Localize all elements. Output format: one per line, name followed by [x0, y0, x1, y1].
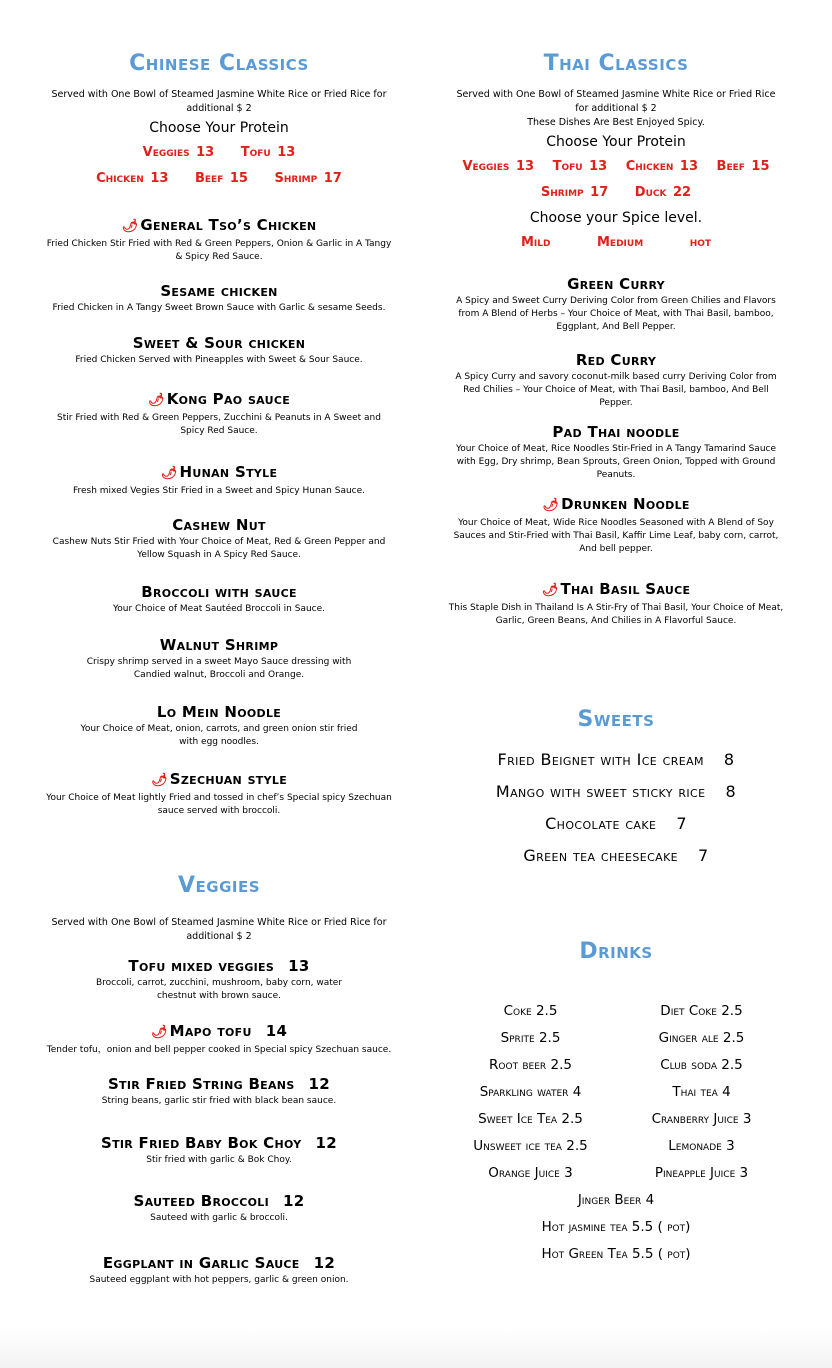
chili-icon: 🌶 — [121, 219, 139, 234]
veggies-title: Veggies — [177, 873, 261, 898]
drink-item: Cranberry Juice 3 — [651, 1111, 752, 1127]
dish-name: Stir Fried Baby Bok Choy — [100, 1134, 302, 1152]
drink-item: Sweet Ice Tea 2.5 — [478, 1111, 583, 1127]
dish-name: Tofu mixed veggies — [128, 957, 275, 975]
protein-option: Chicken 13 — [96, 171, 169, 186]
dish-sauteed-broccoli — [40, 1186, 398, 1231]
chili-icon: 🌶 — [150, 773, 168, 788]
dish-description: Your Choice of Meat, Wide Rice Noodles Seasoned with A Blend of Soy Sauces and Stir-Fried with Thai Basil, Kaffir Lime Leaf, baby corn, carrot, And bell pepper. — [453, 518, 779, 554]
dish-name: Lo Mein Noodle — [156, 703, 282, 721]
drink-item: Sprite 2.5 — [500, 1030, 561, 1046]
dish-description: Broccoli, carrot, zucchini, mushroom, baby corn, water chestnut with brown sauce. — [95, 978, 343, 1001]
dish-drunken-noodle — [440, 489, 792, 562]
dish-name: Broccoli with sauce — [141, 583, 297, 601]
dish-cashew-nut — [40, 510, 398, 568]
dish-red-curry — [440, 345, 792, 416]
spice-option: hot — [689, 235, 712, 250]
dish-price: 12 — [313, 1254, 336, 1272]
protein-option: Beef 15 — [194, 171, 248, 186]
dish-description: Crispy shrimp served in a sweet Mayo Sauce dressing with Candied walnut, Broccoli and Orange. — [86, 657, 352, 680]
drinks-grid — [450, 998, 782, 1187]
protein-option: Tofu 13 — [552, 159, 608, 174]
veggies-rice-note: Served with One Bowl of Steamed Jasmine White Rice or Fried Rice for additional $ 2 — [51, 917, 387, 942]
sweet-price: 8 — [725, 782, 737, 801]
dish-name: Cashew Nut — [172, 516, 266, 534]
protein-option: Shrimp 17 — [274, 171, 342, 186]
thai-spice-levels — [440, 230, 792, 256]
drink-item: Ginger ale 2.5 — [658, 1030, 745, 1046]
dish-lo-mein — [40, 697, 398, 749]
dish-description: Sauteed with garlic & broccoli. — [150, 1213, 288, 1223]
dish-szechuan-style — [40, 764, 398, 824]
thai-choose-protein: Choose Your Protein — [546, 134, 686, 150]
drink-item: Club soda 2.5 — [660, 1057, 743, 1073]
dish-price: 13 — [288, 957, 310, 975]
sweet-name: Fried Beignet with Ice cream — [497, 750, 704, 769]
dish-thai-basil — [440, 574, 792, 634]
page-bottom-fade — [0, 1328, 832, 1368]
veggies-section — [40, 870, 398, 944]
sweet-name: Green tea cheesecake — [523, 846, 679, 865]
dish-name: Sweet & Sour chicken — [132, 334, 306, 352]
dish-name: Walnut Shrimp — [159, 636, 279, 654]
dish-description: Your Choice of Meat, onion, carrots, and green onion stir fried with egg noodles. — [80, 724, 358, 747]
drink-item: Unsweet ice tea 2.5 — [473, 1138, 588, 1154]
sweet-price: 7 — [698, 846, 709, 865]
chinese-protein-row-2 — [40, 166, 398, 192]
dish-name: Thai Basil Sauce — [560, 580, 691, 598]
drinks-section — [440, 936, 792, 1268]
spice-option: Mild — [520, 235, 551, 250]
protein-option: Chicken 13 — [625, 159, 699, 174]
protein-option: Tofu 13 — [240, 145, 296, 160]
dish-price: 12 — [282, 1192, 305, 1210]
sweets-section — [440, 704, 792, 872]
sweet-item — [440, 840, 792, 872]
drink-item: Jinger Beer 4 — [577, 1192, 655, 1208]
dish-price: 12 — [315, 1134, 338, 1152]
chili-icon: 🌶 — [542, 498, 560, 513]
dish-mapo-tofu — [40, 1016, 398, 1057]
chinese-rice-note: Served with One Bowl of Steamed Jasmine White Rice or Fried Rice for additional $ 2 — [51, 89, 387, 114]
drink-item: Lemonade 3 — [668, 1138, 735, 1154]
chinese-choose-protein: Choose Your Protein — [149, 120, 289, 136]
drink-item: Root beer 2.5 — [489, 1057, 572, 1073]
dish-name: Mapo tofu — [169, 1022, 252, 1040]
dish-name: Eggplant in Garlic Sauce — [102, 1254, 300, 1272]
drink-item: Hot Green Tea 5.5 ( pot) — [541, 1246, 691, 1262]
dish-green-curry — [440, 269, 792, 340]
thai-protein-row-1 — [440, 154, 792, 180]
dish-description: Stir fried with garlic & Bok Choy. — [146, 1155, 292, 1165]
dish-pad-thai — [440, 417, 792, 488]
dish-description: Your Choice of Meat lightly Fried and tossed in chef’s Special spicy Szechuan sauce served with broccoli. — [46, 793, 392, 816]
dish-description: Fried Chicken in A Tangy Sweet Brown Sauce with Garlic & sesame Seeds. — [52, 303, 386, 313]
chinese-protein-row-1 — [40, 140, 398, 166]
dish-name: Pad Thai noodle — [552, 423, 680, 441]
dish-description: Tender tofu，onion and bell pepper cooked in Special spicy Szechuan sauce. — [46, 1045, 392, 1055]
dish-string-beans — [40, 1069, 398, 1114]
dish-description: Cashew Nuts Stir Fried with Your Choice of Meat, Red & Green Pepper and Yellow Squash in A Spicy Red Sauce. — [52, 537, 386, 560]
thai-classics-section — [440, 48, 792, 256]
sweets-title: Sweets — [577, 707, 655, 732]
thai-protein-row-2 — [440, 180, 792, 206]
dish-name: General Tso’s Chicken — [140, 216, 317, 234]
drink-item: Orange Juice 3 — [488, 1165, 573, 1181]
dish-sesame-chicken — [40, 276, 398, 321]
protein-option: Veggies 13 — [462, 159, 535, 174]
chinese-classics-title: Chinese Classics — [129, 51, 309, 76]
dish-description: Stir Fried with Red & Green Peppers, Zucchini & Peanuts in A Sweet and Spicy Red Sauce. — [57, 413, 381, 436]
dish-name: Drunken Noodle — [561, 495, 690, 513]
protein-option: Beef 15 — [716, 159, 770, 174]
dish-description: A Spicy Curry and savory coconut-milk based curry Deriving Color from Red Chilies – Your Choice of Meat, with Thai Basil, bamboo, And Bell Pepper. — [455, 372, 777, 408]
dish-description: Your Choice of Meat, Rice Noodles Stir-Fried in A Tangy Tamarind Sauce with Egg, Dry shrimp, Bean Sprouts, Green Onion, Topped with Ground Peanuts. — [455, 444, 777, 480]
dish-name: Stir Fried String Beans — [107, 1075, 295, 1093]
protein-option: Duck 22 — [634, 185, 692, 200]
dish-baby-bok-choy — [40, 1128, 398, 1173]
dish-description: Fried Chicken Stir Fried with Red & Green Peppers, Onion & Garlic in A Tangy & Spicy Red Sauce. — [46, 239, 392, 262]
dish-eggplant-garlic — [40, 1248, 398, 1293]
chili-icon: 🌶 — [147, 393, 165, 408]
dish-name: Kong Pao sauce — [166, 390, 291, 408]
sweet-name: Mango with sweet sticky rice — [495, 782, 706, 801]
drink-item: Diet Coke 2.5 — [660, 1003, 743, 1019]
sweet-item — [440, 808, 792, 840]
chinese-classics-section — [40, 48, 398, 192]
thai-rice-note: Served with One Bowl of Steamed Jasmine White Rice or Fried Rice for additional $ 2 — [456, 89, 776, 114]
drink-item: Pineapple Juice 3 — [654, 1165, 749, 1181]
sweet-name: Chocolate cake — [545, 814, 657, 833]
drink-item: Thai tea 4 — [672, 1084, 731, 1100]
dish-name: Sesame chicken — [160, 282, 278, 300]
dish-name: Green Curry — [567, 275, 665, 293]
dish-hunan-style — [40, 457, 398, 504]
dish-description: A Spicy and Sweet Curry Deriving Color from Green Chilies and Flavors from A Blend of Herbs – Your Choice of Meat, with Thai Basil, bamboo, Eggplant, And Bell Pepper. — [456, 296, 776, 332]
dish-name: Hunan Style — [179, 463, 278, 481]
drinks-title: Drinks — [579, 939, 653, 964]
drink-item: Coke 2.5 — [503, 1003, 558, 1019]
sweet-price: 7 — [676, 814, 687, 833]
dish-walnut-shrimp — [40, 630, 398, 682]
dish-name: Szechuan style — [169, 770, 288, 788]
dish-kong-pao — [40, 384, 398, 444]
dish-description: Fried Chicken Served with Pineapples with Sweet & Sour Sauce. — [75, 355, 363, 365]
dish-broccoli-sauce — [40, 577, 398, 622]
dish-description: Sauteed eggplant with hot peppers, garlic & green onion. — [89, 1275, 349, 1285]
dish-description: String beans, garlic stir fried with black bean sauce. — [101, 1096, 337, 1106]
sweet-price: 8 — [723, 750, 735, 769]
dish-description: Fresh mixed Vegies Stir Fried in a Sweet and Spicy Hunan Sauce. — [72, 486, 366, 496]
dish-description: This Staple Dish in Thailand Is A Stir-Fry of Thai Basil, Your Choice of Meat, Garlic, Green Beans, And Chilies in A Flavorful Sauce. — [448, 603, 784, 626]
chili-icon: 🌶 — [160, 466, 178, 481]
dish-general-tso — [40, 210, 398, 270]
dish-price: 12 — [308, 1075, 331, 1093]
dish-tofu-mixed-veggies — [40, 951, 398, 1003]
protein-option: Veggies 13 — [142, 145, 215, 160]
dish-sweet-sour-chicken — [40, 328, 398, 373]
dish-name: Sauteed Broccoli — [133, 1192, 269, 1210]
spice-option: Medium — [597, 235, 644, 250]
sweet-item — [440, 744, 792, 776]
dish-description: Your Choice of Meat Sautéed Broccoli in Sauce. — [112, 604, 326, 614]
drink-item: Sparkling water 4 — [479, 1084, 582, 1100]
thai-classics-title: Thai Classics — [543, 51, 689, 76]
thai-spicy-note: These Dishes Are Best Enjoyed Spicy. — [527, 117, 705, 128]
sweets-list — [440, 744, 792, 872]
thai-spice-label: Choose your Spice level. — [529, 210, 703, 226]
dish-name: Red Curry — [575, 351, 657, 369]
dish-price: 14 — [265, 1022, 288, 1040]
protein-option: Shrimp 17 — [540, 185, 609, 200]
drink-item: Hot jasmine tea 5.5 ( pot) — [541, 1219, 691, 1235]
sweet-item — [440, 776, 792, 808]
chili-icon: 🌶 — [150, 1025, 168, 1040]
chili-icon: 🌶 — [541, 583, 559, 598]
